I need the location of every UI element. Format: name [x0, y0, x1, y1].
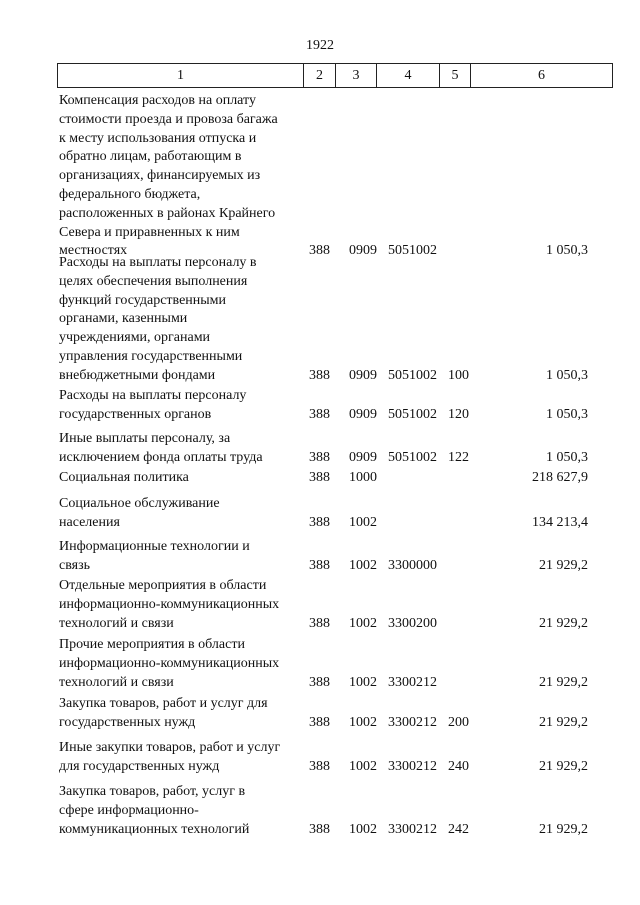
description-line: информационно-коммуникационных	[59, 655, 280, 671]
description-line: к месту использования отпуска и	[59, 130, 257, 146]
row-value-c4: 5051002	[388, 406, 437, 422]
header-col-2: 2	[316, 68, 323, 83]
description-line: Социальная политика	[59, 470, 189, 485]
row-value-c3: 0909	[349, 243, 377, 259]
row-description	[59, 636, 300, 692]
row-value-c3: 1002	[349, 758, 377, 774]
header-col-5: 5	[451, 68, 459, 83]
description-line: технологий и связи	[59, 674, 174, 690]
row-value-c2: 388	[309, 615, 330, 631]
description-line: Прочие мероприятия в области	[59, 637, 245, 652]
row-description	[59, 739, 300, 777]
row-value-c2: 388	[309, 557, 330, 573]
row-value-c4: 5051002	[388, 243, 437, 259]
row-value-c5: 122	[448, 449, 469, 465]
row-value-c5: 240	[448, 758, 469, 774]
row-value-c2: 388	[309, 243, 330, 259]
row-value-c4: 5051002	[388, 449, 437, 465]
description-line: организациях, финансируемых из	[59, 168, 261, 184]
row-description	[59, 783, 300, 839]
description-line: Расходы на выплаты персоналу	[59, 388, 247, 403]
row-value-c6: 21 929,2	[539, 557, 588, 573]
row-description	[59, 430, 300, 468]
row-value-c6: 21 929,2	[539, 615, 588, 631]
row-value-c2: 388	[309, 470, 330, 485]
description-line: федерального бюджета,	[59, 186, 201, 202]
row-value-c2: 388	[309, 821, 330, 837]
row-value-c3: 0909	[349, 406, 377, 422]
table-header	[57, 63, 613, 88]
description-line: Социальное обслуживание	[59, 496, 220, 511]
row-value-c3: 0909	[349, 367, 377, 383]
row-value-c5: 200	[448, 714, 469, 730]
description-line: технологий и связи	[59, 615, 174, 631]
row-value-c5: 100	[448, 367, 469, 383]
description-line: Расходы на выплаты персоналу в	[59, 255, 257, 270]
row-value-c2: 388	[309, 367, 330, 383]
row-value-c6: 21 929,2	[539, 758, 588, 774]
description-line: учреждениями, органами	[59, 330, 211, 346]
page-number: 1922	[306, 38, 334, 53]
description-line: исключением фонда оплаты труда	[59, 449, 263, 465]
description-line: населения	[59, 514, 120, 530]
description-line: сфере информационно-	[59, 802, 199, 818]
description-line: для государственных нужд	[59, 758, 220, 774]
description-line: Иные выплаты персоналу, за	[59, 431, 231, 446]
row-value-c2: 388	[309, 758, 330, 774]
description-line: Закупка товаров, работ и услуг для	[59, 696, 268, 711]
row-description	[59, 387, 300, 425]
description-line: Компенсация расходов на оплату	[59, 93, 256, 108]
row-value-c6: 218 627,9	[532, 470, 588, 485]
description-line: государственных нужд	[59, 714, 196, 730]
description-line: внебюджетными фондами	[59, 367, 216, 383]
row-description	[59, 577, 300, 633]
row-value-c6: 21 929,2	[539, 714, 588, 730]
description-line: органами, казенными	[59, 311, 188, 327]
row-value-c3: 1002	[349, 714, 377, 730]
row-value-c6: 1 050,3	[546, 406, 588, 422]
row-value-c3: 1002	[349, 557, 377, 573]
row-value-c6: 1 050,3	[546, 243, 588, 259]
row-value-c6: 1 050,3	[546, 367, 588, 383]
row-value-c6: 134 213,4	[532, 514, 588, 530]
row-description	[59, 254, 300, 386]
description-line: информационно-коммуникационных	[59, 596, 280, 612]
row-description	[59, 495, 300, 533]
header-col-4: 4	[404, 68, 412, 83]
row-value-c3: 0909	[349, 449, 377, 465]
row-value-c4: 3300200	[388, 615, 437, 631]
row-value-c4: 3300212	[388, 758, 437, 774]
row-value-c6: 21 929,2	[539, 674, 588, 690]
row-value-c3: 1002	[349, 615, 377, 631]
description-line: связь	[59, 557, 90, 573]
description-line: Отдельные мероприятия в области	[59, 578, 267, 593]
description-line: управления государственными	[59, 348, 243, 364]
description-line: Севера и приравненных к ним	[59, 224, 240, 240]
description-line: расположенных в районах Крайнего	[59, 205, 276, 221]
row-value-c3: 1002	[349, 514, 377, 530]
description-line: обратно лицам, работающим в	[59, 149, 242, 165]
description-line: Закупка товаров, работ, услуг в	[59, 784, 246, 799]
row-description	[59, 695, 300, 733]
row-value-c3: 1002	[349, 821, 377, 837]
row-value-c2: 388	[309, 449, 330, 465]
header-col-3: 3	[352, 68, 360, 83]
row-description	[59, 538, 300, 576]
description-line: целях обеспечения выполнения	[59, 273, 248, 289]
row-value-c4: 5051002	[388, 367, 437, 383]
description-line: Информационные технологии и	[59, 539, 250, 554]
description-line: стоимости проезда и провоза багажа	[59, 111, 278, 127]
row-description	[59, 92, 300, 261]
header-col-6: 6	[538, 68, 545, 83]
row-value-c3: 1000	[349, 470, 377, 485]
row-value-c3: 1002	[349, 674, 377, 690]
description-line: государственных органов	[59, 406, 212, 422]
row-value-c4: 3300212	[388, 821, 437, 837]
row-value-c5: 242	[448, 821, 469, 837]
row-value-c4: 3300212	[388, 674, 437, 690]
description-line: коммуникационных технологий	[59, 821, 250, 837]
row-value-c2: 388	[309, 514, 330, 530]
row-value-c2: 388	[309, 406, 330, 422]
description-line: Иные закупки товаров, работ и услуг	[59, 740, 281, 755]
row-value-c5: 120	[448, 406, 469, 422]
row-value-c6: 1 050,3	[546, 449, 588, 465]
row-value-c6: 21 929,2	[539, 821, 588, 837]
row-value-c2: 388	[309, 674, 330, 690]
header-col-1: 1	[177, 68, 184, 83]
row-value-c2: 388	[309, 714, 330, 730]
description-line: функций государственными	[59, 292, 227, 308]
description-line: местностях	[59, 243, 128, 259]
row-description	[59, 469, 300, 488]
row-value-c4: 3300000	[388, 557, 437, 573]
row-value-c4: 3300212	[388, 714, 437, 730]
